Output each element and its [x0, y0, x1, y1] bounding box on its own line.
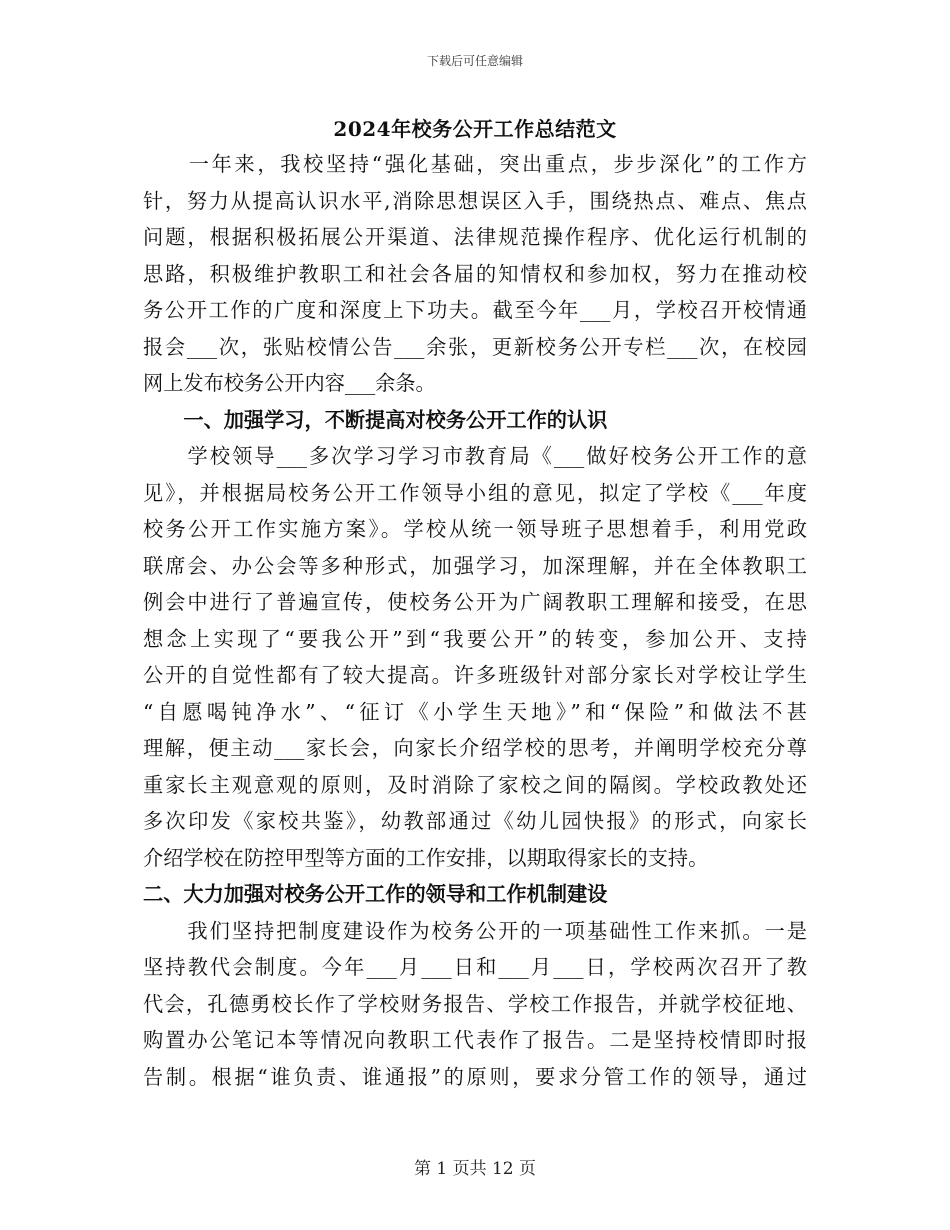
- text-line: 多次印发《家校共鉴》，幼教部通过《幼儿园快报》的形式，向家长: [143, 809, 807, 833]
- text-line: 报会___次，张贴校情公告___余张，更新校务公开专栏___次，在校园: [143, 334, 807, 359]
- page-header: 下载后可任意编辑: [426, 54, 523, 68]
- document-title: 2024年校务公开工作总结范文: [333, 117, 617, 141]
- text-line: 我们坚持把制度建设作为校务公开的一项基础性工作来抓。一是: [143, 918, 807, 943]
- text-line: 购置办公笔记本等情况向教职工代表作了报告。二是坚持校情即时报: [143, 1028, 807, 1052]
- text-line: 告制。根据“谁负责、谁通报”的原则，要求分管工作的领导，通过: [143, 1064, 807, 1089]
- text-line: 代会，孔德勇校长作了学校财务报告、学校工作报告，并就学校征地、: [143, 991, 807, 1016]
- text-line: 联席会、办公会等多种形式，加强学习，加深理解，并在全体教职工: [143, 553, 807, 578]
- text-line: 校务公开工作实施方案》。学校从统一领导班子思想着手，利用党政: [143, 517, 807, 541]
- page-footer: 第 1 页共 12 页: [413, 1159, 537, 1179]
- text-line: 公开的自觉性都有了较大提高。许多班级针对部分家长对学校让学生: [143, 663, 807, 687]
- text-line: 思路，积极维护教职工和社会各届的知情权和参加权，努力在推动校: [143, 261, 807, 286]
- text-line: “自愿喝钝净水”、“征订《小学生天地》”和“保险”和做法不甚: [143, 699, 807, 724]
- text-line: 坚持教代会制度。今年___月___日和___月___日，学校两次召开了教: [143, 955, 807, 979]
- text-line: 网上发布校务公开内容___余条。: [143, 371, 436, 395]
- text-line: 学校领导___多次学习学习市教育局《___做好校务公开工作的意: [143, 444, 807, 468]
- text-line: 重家长主观意观的原则，及时消除了家校之间的隔阂。学校政教处还: [143, 772, 807, 797]
- section-heading: 一、加强学习，不断提高对校务公开工作的认识: [143, 407, 608, 432]
- text-line: 一年来，我校坚持“强化基础，突出重点，步步深化”的工作方: [143, 152, 807, 176]
- text-line: 针，努力从提高认识水平,消除思想误区入手，围绕热点、难点、焦点: [143, 188, 807, 213]
- text-line: 理解，便主动___家长会，向家长介绍学校的思考，并阐明学校充分尊: [143, 736, 807, 760]
- text-line: 务公开工作的广度和深度上下功夫。截至今年___月，学校召开校情通: [143, 298, 807, 322]
- section-heading: 二、大力加强对校务公开工作的领导和工作机制建设: [143, 882, 608, 906]
- text-line: 例会中进行了普遍宣传，使校务公开为广阔教职工理解和接受，在思: [143, 590, 807, 614]
- text-line: 介绍学校在防控甲型等方面的工作安排，以期取得家长的支持。: [143, 845, 709, 870]
- text-line: 问题，根据积极拓展公开渠道、法律规范操作程序、优化运行机制的: [143, 225, 807, 249]
- text-line: 见》，并根据局校务公开工作领导小组的意见，拟定了学校《___年度: [143, 480, 807, 505]
- text-line: 想念上实现了“要我公开”到“我要公开”的转变，参加公开、支持: [143, 626, 807, 651]
